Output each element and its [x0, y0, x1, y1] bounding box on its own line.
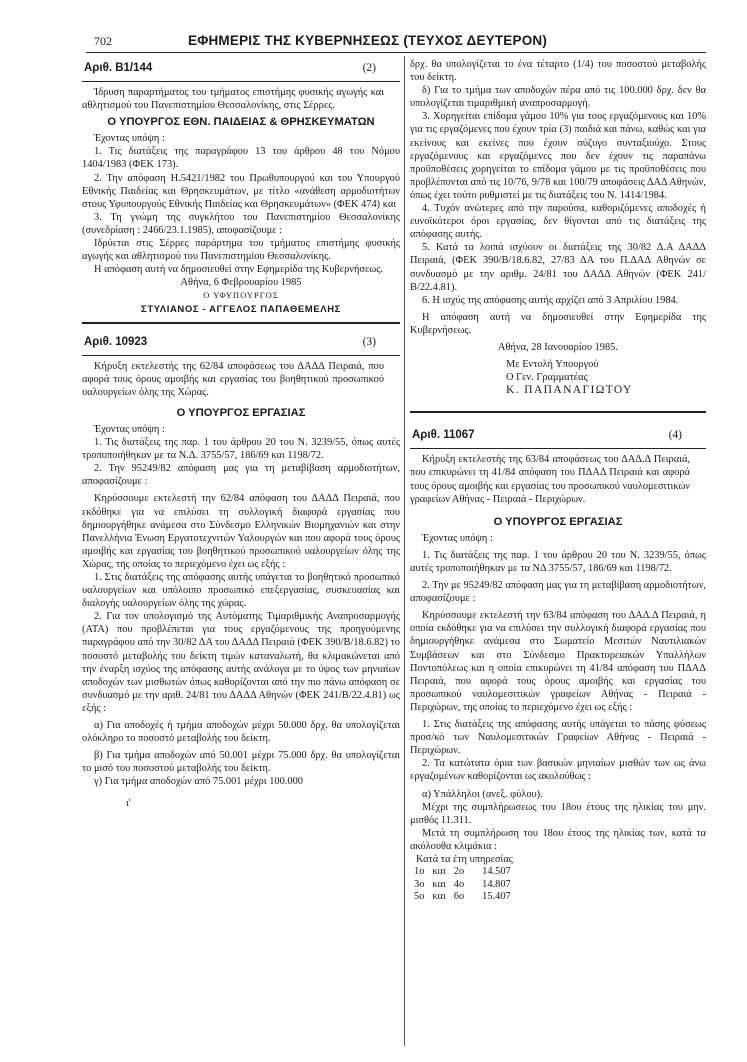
decision-sequence: (2): [362, 62, 376, 74]
signer-name: ΣΤΥΛΙΑΝΟΣ - ΑΓΓΕΛΟΣ ΠΑΠΑΘΕΜΕΛΗΣ: [141, 303, 341, 315]
decision-heading: [82, 334, 400, 352]
divider: [82, 322, 400, 324]
page-number: 702: [94, 34, 112, 48]
paragraph: 2. Τα κατώτατα όρια των βασικών μηνιαίων μισθών των ως άνω εργαζομένων καθορίζονται ως ακολούθως :: [410, 758, 706, 783]
paragraph: δρχ. θα υπολογίζεται το ένα τέταρτο (1/4) του ποσοστού μεταβολής του δείκτη.: [410, 59, 706, 84]
paragraph: γ) Για τμήμα αποδοχών από 75.001 μέχρι 100.000: [94, 776, 303, 788]
decision-abstract: Κήρυξη εκτελεστής της 63/84 αποφάσεως του ΔΑΔ.Δ Πειραιά, που επικυρώνει τη 41/84 απόφαση του ΠΔΑΔ Πειραιά και αφορά τους όρους αμοιβής και εργασίας του προσωπικού ναυλομεσιτικών γραφείων Αθήνας - Πειραιά - Περιχώρων.: [410, 454, 690, 505]
table-row: [414, 891, 519, 904]
decision-sequence: (4): [668, 429, 682, 442]
table-cell: 4ο: [453, 878, 465, 890]
table-cell: και: [432, 878, 446, 890]
divider: [410, 411, 706, 413]
paragraph: Κηρύσσουμε εκτελεστή την 63/84 απόφαση του ΔΑΔ.Δ Πειραιά, η οποία εκδόθηκε για να επιλύσει την συλλογική διαφορά εργασίας που δημιουργήθηκε ανάμεσα στο Σωματείο Μεσιτών Ναυτιλιακών Συμβάσεων και στο Σύνδεσμο Πρακτορειακών Υπαλλήλων Ποντοπόλεως και η οποία επικυρώνει τη 41/84 απόφαση του ΠΔΑΔ Πειραιά, που αφορά τους όρους αμοιβής και εργασίας του προσωπικού ναυλομεσιτικών γραφείων Αθήνας - Πειραιά - Περιχώρων, της οποίας το περιεχόμενο έχει ως εξής :: [410, 610, 706, 713]
paragraph: α) Για αποδοχές ή τμήμα αποδοχών μέχρι 50.000 δρχ. θα υπολογίζεται ολόκληρο το ποσοστό μεταβολής του δείκτη.: [82, 720, 400, 745]
divider: [82, 81, 400, 82]
date-line: Αθήνα, 28 Ιανουαρίου 1985.: [498, 341, 618, 353]
paragraph: Η απόφαση αυτή να δημοσιευθεί στην Εφημερίδα της Κυβερνήσεως.: [410, 311, 706, 336]
decision-number: Αριθ. Β1/144: [84, 62, 153, 74]
decision-number: Αριθ. 11067: [412, 429, 475, 442]
paragraph: 1. Στις διατάξεις της απόφασης αυτής υπάγεται το πάσης φύσεως προσ/κό των Ναυλομεσιτικών Γραφείων Αθήνας - Πειραιά - Περιχώρων.: [410, 719, 706, 757]
having-regard: Έχοντας υπόψη :: [94, 423, 165, 435]
paragraph: Κηρύσσουμε εκτελεστή την 62/84 απόφαση του ΔΑΔΔ Πειραιά, που εκδόθηκε για να επιλύσει τη συλλογική διαφορά εργασίας που δημιουργήθηκε ανάμεσα στο Σύνδεσμο Ελληνικών Βιομηχανιών και στην Πανελλήνια Ένωση Εργατοτεχνιτών Υαλουργών και που αφορά τους όρους αμοιβής και εργασίας του βοηθητικού προσωπικού υαλουργείων όλης της Χώρας, της οποίας το περιεχόμενο έχει ως εξής :: [82, 493, 400, 570]
footer-mark: ι': [126, 797, 131, 809]
signer-name: Κ. ΠΑΠΑΝΑΓΙΩΤΟΥ: [506, 384, 633, 397]
table-cell: 15.407: [482, 891, 511, 903]
table-cell: 14.807: [482, 878, 511, 890]
table-cell: 3ο: [414, 878, 425, 890]
left-column: [82, 60, 400, 810]
paragraph: α) Υπάλληλοι (ανεξ. φύλου).: [422, 788, 543, 800]
paragraph: Η απόφαση αυτή να δημοσιευθεί στην Εφημερίδα της Κυβερνήσεως.: [94, 264, 383, 276]
salary-table: [414, 866, 519, 904]
table-cell: 2ο: [453, 866, 465, 878]
paragraph: 3. Χορηγείται επίδομα γάμου 10% για τους εργαζόμενους και 10% για τις εργαζόμενες που έχουν τρία (3) παιδιά και πάνω, καθώς και για εκείνους και εκείνες που έχουν σύζυγο συνταξιούχο. Στους εργαζόμενους και εργαζόμενες που δεν έχουν τις παραπάνω προϋποθέσεις χορηγείται το επίδομα γάμου με τις προϋποθέσεις που προβλέπονται από τις 10/76, 9/78 και 100/79 αποφάσεις ΔΑΔ Αθηνών, όπως έχει τούτο ρυθμιστεί με τις διατάξεις του Ν. 1414/1984.: [410, 111, 706, 201]
paragraph: 3. Τη γνώμη της συγκλήτου του Πανεπιστημίου Θεσσαλονίκης (συνεδρίαση : 2466/23.1.1985), αποφασίζουμε :: [82, 211, 400, 236]
paragraph: 4. Τυχόν ανώτερες από την παρούσα, καθοριζόμενες αποδοχές ή ευνοϊκότεροι όροι εργασίας, δεν θίγονται από τις διατάξεις της απόφασης αυτής.: [410, 203, 706, 241]
table-caption: Κατά τα έτη υπηρεσίας: [416, 853, 513, 865]
having-regard: Έχοντας υπόψη :: [94, 133, 165, 145]
column-divider: [404, 56, 405, 1046]
paragraph: 2. Την απόφαση Η.5421/1982 του Πρωθυπουργού και του Υπουργού Εθνικής Παιδείας και Θρησκευμάτων, με τίτλο «ανάθεση αρμοδιοτήτων στους Υφυπουργούς Εθνικής Παιδείας και Θρησκευμάτων» (ΦΕΚ 474) και: [82, 172, 400, 210]
table-cell: 1ο: [414, 866, 425, 878]
signature-line: Με Εντολή Υπουργού: [506, 359, 599, 371]
paragraph: 1. Τις διατάξεις της παρ. 1 του άρθρου 20 του Ν. 3239/55, όπως αυτές τροποποιήθηκαν με τα Ν.Δ. 3755/57, 186/69 και 1198/72.: [82, 437, 400, 462]
table-cell: και: [432, 891, 446, 903]
table-cell: 5ο: [414, 891, 425, 903]
decision-abstract: Ίδρυση παραρτήματος του τμήματος επιστήμης φυσικής αγωγής και αθλητισμού του Πανεπιστημίου Θεσσαλονίκης, στις Σέρρες.: [82, 87, 384, 112]
decision-heading: [82, 60, 400, 78]
paragraph: 1. Στις διατάξεις της απόφασης αυτής υπάγεται το βοηθητικό προσωπικό υαλουργείων και υπόλοιπο προσωπικό επεξεργασίας, συσκευασίας και διαλογής υαλουργείων όλης της χώρας.: [82, 572, 400, 610]
paragraph: Μέχρι της συμπλήρωσεως του 18ου έτους της ηλικίας του μην. μισθός 11.311.: [410, 801, 706, 826]
table-row: [414, 879, 519, 892]
date-line: Αθήνα, 6 Φεβρουαρίου 1985: [180, 277, 302, 289]
paragraph: 6. Η ισχύς της απόφασης αυτής αρχίζει από 3 Απριλίου 1984.: [422, 294, 679, 306]
paragraph: 1. Τις διατάξεις της παραγράφου 13 του άρθρου 48 του Νόμου 1404/1983 (ΦΕΚ 173).: [82, 146, 400, 171]
signature-line: Ο Γεν. Γραμματέας: [506, 372, 588, 384]
paragraph: δ) Για το τμήμα των αποδοχών πέρα από τις 100.000 δρχ. δεν θα υπολογίζεται τιμαριθμική αναπροσαρμογή.: [410, 85, 706, 110]
table-cell: 6ο: [453, 891, 465, 903]
decision-sequence: (3): [362, 335, 376, 348]
having-regard: Έχοντας υπόψη :: [422, 532, 493, 544]
issuing-authority: Ο ΥΠΟΥΡΓΟΣ ΕΡΓΑΣΙΑΣ: [493, 515, 623, 528]
paragraph: 2. Την 95249/82 απόφαση μας για τη μεταβίβαση αρμοδιοτήτων, αποφασίζουμε :: [82, 463, 400, 488]
page-header: [60, 34, 705, 52]
paragraph: 1. Τις διατάξεις της παρ. 1 του άρθρου 20 του Ν. 3239/55, όπως αυτές τροποποιήθηκαν με τα ΝΔ 3755/57, 186/69 και 1198/72.: [410, 549, 706, 574]
right-column: [410, 58, 706, 904]
issuing-authority: Ο ΥΠΟΥΡΓΟΣ ΕΘΝ. ΠΑΙΔΕΙΑΣ & ΘΡΗΣΚΕΥΜΑΤΩΝ: [107, 116, 375, 129]
paragraph: Μετά τη συμπλήρωση του 18ου έτους της ηλικίας των, κατά τα ακόλουθα κλιμάκια :: [410, 827, 706, 852]
paragraph: β) Για τμήμα αποδοχών από 50.001 μέχρι 75.000 δρχ. θα υπολογίζεται το μισό του ποσοστού μεταβολής του δείκτη.: [82, 750, 400, 775]
header-rule: [86, 52, 706, 53]
table-cell: και: [432, 866, 446, 878]
table-row: [414, 866, 519, 879]
decision-number: Αριθ. 10923: [84, 335, 148, 348]
divider: [410, 448, 706, 449]
decision-abstract: Κήρυξη εκτελεστής της 62/84 αποφάσεως του ΔΑΔΔ Πειραιά, που αφορά τους όρους αμοιβής και εργασίας του βοηθητικού προσωπικού υαλουργείων όλης της Χώρας.: [82, 360, 384, 398]
paragraph: 2. Για τον υπολογισμό της Αυτόματης Τιμαριθμικής Αναπροσαρμογής (ΑΤΑ) που προβλέπεται για τους εργαζόμενους της προηγούμενης παραγράφου από την 30/82 ΔΑ του ΔΑΔΔ Πειραιά (ΦΕΚ 390/Β/18.6.82) το ποσοστό μεταβολής του δείκτη τιμών καταναλωτή, θα κλιμακώνεται από την έναρξη ισχύος της απόφασης αυτής ανάλογα με το ύψος των μηνιαίων αποδοχών των μισθωτών όπως καθορίζονται από την πιο πάνω απόφαση σε συνδυασμό με την αριθ. 24/81 του ΔΑΔΔ Αθηνών (ΦΕΚ 241/Β/22.4.81) ως εξής :: [82, 611, 400, 714]
paragraph: Ιδρύεται στις Σέρρες παράρτημα του τμήματος επιστήμης φυσικής αγωγής και αθλητισμού του Πανεπιστημίου Θεσσαλονίκης.: [82, 238, 400, 263]
paragraph: 2. Την με 95249/82 απόφαση μας για τη μεταβίβαση αρμοδιοτήτων, αποφασίζουμε :: [410, 580, 706, 605]
table-cell: 14.507: [482, 866, 511, 878]
decision-heading: [410, 427, 706, 445]
journal-title: ΕΦΗΜΕΡΙΣ ΤΗΣ ΚΥΒΕΡΝΗΣΕΩΣ (ΤΕΥΧΟΣ ΔΕΥΤΕΡΟΝ): [188, 33, 548, 48]
issuing-authority: Ο ΥΠΟΥΡΓΟΣ ΕΡΓΑΣΙΑΣ: [176, 406, 306, 419]
paragraph: 5. Κατά τα λοιπά ισχύουν οι διατάξεις της 30/82 Δ.Α ΔΑΔΔ Πειραιά, (ΦΕΚ 390/Β/18.6.82, 27/83 ΔΑ του Π.ΔΑΔ Αθηνών σε συνδυασμό με την αριθμ. 24/81 του ΔΑΔΔ Αθηνών (ΦΕΚ 241/Β/22.4.81).: [410, 242, 706, 293]
signer-title: Ο ΥΦΥΠΟΥΡΓΟΣ: [203, 290, 279, 301]
divider: [82, 355, 400, 356]
